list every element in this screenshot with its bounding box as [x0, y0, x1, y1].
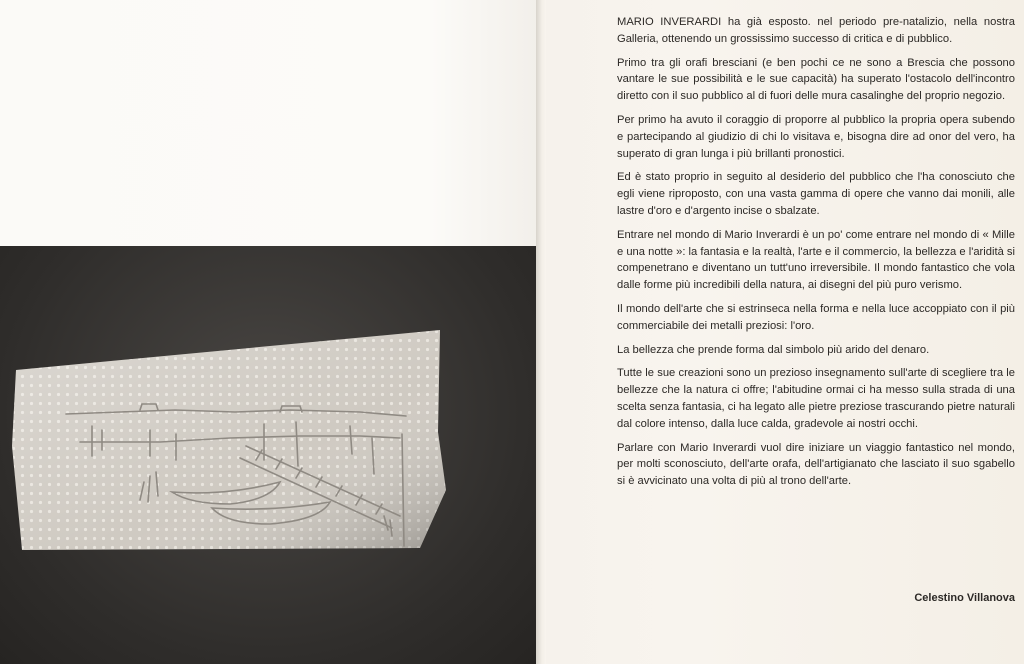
paragraph-8: Tutte le sue creazioni sono un prezioso insegnamento sull'arte di scegliere tra le bellezze che la natura ci offre; l'abitudine ormai ci ha messo sulla strada di una scelta senza fantasia, ci ha legato alle pietre preziose trascurando pietre naturali dal colore intenso, dalla luce calda, gradevole ai nostri occhi. [617, 367, 1016, 430]
paragraph-7: La bellezza che prende forma dal simbolo più arido del denaro. [617, 343, 930, 356]
paragraph-9: Parlare con Mario Inverardi vuol dire iniziare un viaggio fantastico nel mondo, per molti sconosciuto, dell'arte orafa, dell'artigianato che lasciato il suo sgabello si è avvicinato una volta di più al trono dell'arte. [617, 441, 1015, 488]
paragraph-2: Primo tra gli orafi bresciani (e ben pochi ce ne sono a Brescia che possono vantare le sue possibilità e le sue capacità) ha superato l'ostacolo dell'incontro diretto con il suo pubblico al di fuori delle mura casalinghe del proprio negozio. [617, 56, 1015, 103]
paragraph-4: Ed è stato proprio in seguito al desiderio del pubblico che l'ha conosciuto che egli viene riproposto, con una vasta gamma di opere che vanno dai monili, alle lastre d'oro e d'argento incise o sbalzate. [617, 171, 1015, 217]
artwork-photo [0, 246, 536, 664]
author-signature: Celestino Villanova [914, 592, 1015, 604]
page-gutter [536, 0, 546, 664]
paragraph-5: Entrare nel mondo di Mario Inverardi è un po' come entrare nel mondo di « Mille e una notte »: la fantasia e la realtà, l'arte e il commercio, la bellezza e l'aridità si compenetrano e diventano un tutt'uno irreversibile. Il mondo fantastico che vola dalle forme più incredibili della natura, ai disegni del più puro verismo. [617, 228, 1015, 292]
paragraph-3: Per primo ha avuto il coraggio di proporre al pubblico la propria opera subendo e partecipando al giudizio di chi lo visitava e, bisogna dire ad onor del vero, ha superato di gran lunga i più brillanti pronostici. [617, 113, 1015, 160]
paragraph-6: Il mondo dell'arte che si estrinseca nella forma e nella luce accoppiato con il più commerciabile dei metalli preziosi: l'oro. [617, 302, 1015, 332]
paragraph-1: MARIO INVERARDI ha già esposto. nel periodo pre-natalizio, nella nostra Galleria, ottenendo un grossissimo successo di critica e di pubblico. [617, 16, 1015, 45]
engraved-plate-image [0, 246, 536, 664]
article-body [617, 14, 1015, 497]
